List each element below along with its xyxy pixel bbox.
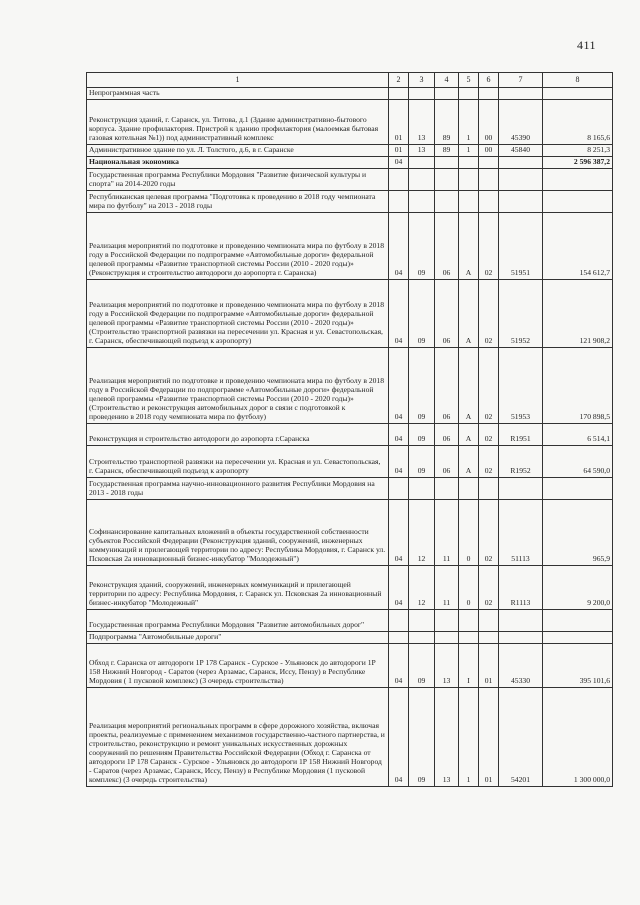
column-header: 4: [435, 73, 459, 88]
subsection-code-cell: 09: [409, 423, 435, 445]
subprogram-code-cell: [459, 156, 479, 168]
direction-code-cell: R1951: [499, 423, 543, 445]
amount-cell: 64 590,0: [543, 445, 613, 477]
section-code-cell: 04: [389, 347, 409, 423]
row-name-cell: Реализация мероприятий по подготовке и проведению чемпионата мира по футболу в 2018 году в Российской Федерации по подпрограмме «Автомобильные дороги» федеральной целевой программы «Развитие транспортной системы России (2010 - 2020 годы)» (Строительство и реконструкция автомобильных дорог в связи с подготовкой к проведению в 2018 году чемпионата мира по футболу): [87, 347, 389, 423]
subsection-code-cell: [409, 477, 435, 499]
row-name-cell: Государственная программа Республики Мордовия "Развитие автомобильных дорог": [87, 609, 389, 631]
direction-code-cell: [499, 156, 543, 168]
amount-cell: [543, 631, 613, 643]
activity-code-cell: [479, 190, 499, 212]
activity-code-cell: 02: [479, 347, 499, 423]
section-code-cell: [389, 168, 409, 190]
section-code-cell: 04: [389, 212, 409, 279]
activity-code-cell: 02: [479, 499, 499, 565]
row-name-cell: Софинансирование капитальных вложений в объекты государственной собственности субъектов Российской Федерации (Реконструкция зданий, сооружений, инженерных коммуникаций и прилегающей территории по адресу: Республика Мордовия, г. Саранск ул. Псковская 2а инновационный бизнес-инкубатор "Молодежный"): [87, 499, 389, 565]
table-row: [87, 279, 613, 347]
amount-cell: 154 612,7: [543, 212, 613, 279]
subsection-code-cell: 09: [409, 445, 435, 477]
program-code-cell: 13: [435, 643, 459, 687]
table-row: [87, 687, 613, 786]
section-code-cell: [389, 88, 409, 100]
table-row: [87, 609, 613, 631]
direction-code-cell: [499, 609, 543, 631]
activity-code-cell: [479, 609, 499, 631]
table-row: [87, 168, 613, 190]
subprogram-code-cell: А: [459, 423, 479, 445]
column-header: 5: [459, 73, 479, 88]
subprogram-code-cell: А: [459, 445, 479, 477]
program-code-cell: 06: [435, 423, 459, 445]
section-code-cell: 04: [389, 643, 409, 687]
program-code-cell: [435, 88, 459, 100]
table-row: [87, 499, 613, 565]
program-code-cell: 06: [435, 347, 459, 423]
section-code-cell: 04: [389, 565, 409, 609]
activity-code-cell: 00: [479, 144, 499, 156]
direction-code-cell: R1113: [499, 565, 543, 609]
budget-table: [86, 72, 613, 787]
row-name-cell: Административное здание по ул. Л. Толстого, д.6, в г. Саранске: [87, 144, 389, 156]
row-name-cell: Непрограммная часть: [87, 88, 389, 100]
subsection-code-cell: [409, 88, 435, 100]
section-code-cell: 04: [389, 279, 409, 347]
direction-code-cell: 51113: [499, 499, 543, 565]
amount-cell: [543, 88, 613, 100]
column-header: 6: [479, 73, 499, 88]
row-name-cell: Подпрограмма "Автомобильные дороги": [87, 631, 389, 643]
section-code-cell: 04: [389, 445, 409, 477]
subsection-code-cell: 09: [409, 212, 435, 279]
direction-code-cell: 51951: [499, 212, 543, 279]
table-row: [87, 347, 613, 423]
table-row: [87, 423, 613, 445]
table-row: [87, 144, 613, 156]
subsection-code-cell: 09: [409, 347, 435, 423]
program-code-cell: 06: [435, 212, 459, 279]
subsection-code-cell: 09: [409, 279, 435, 347]
activity-code-cell: [479, 156, 499, 168]
direction-code-cell: [499, 88, 543, 100]
column-header: 2: [389, 73, 409, 88]
program-code-cell: [435, 631, 459, 643]
amount-cell: [543, 190, 613, 212]
subsection-code-cell: 12: [409, 565, 435, 609]
program-code-cell: [435, 477, 459, 499]
subprogram-code-cell: I: [459, 643, 479, 687]
subprogram-code-cell: [459, 168, 479, 190]
column-header: 3: [409, 73, 435, 88]
direction-code-cell: R1952: [499, 445, 543, 477]
direction-code-cell: 51952: [499, 279, 543, 347]
section-code-cell: 01: [389, 99, 409, 144]
amount-cell: 9 200,0: [543, 565, 613, 609]
subsection-code-cell: [409, 631, 435, 643]
table-row: [87, 88, 613, 100]
activity-code-cell: [479, 168, 499, 190]
section-code-cell: 04: [389, 156, 409, 168]
section-code-cell: 04: [389, 499, 409, 565]
program-code-cell: [435, 190, 459, 212]
program-code-cell: [435, 168, 459, 190]
row-name-cell: Строительство транспортной развязки на пересечении ул. Красная и ул. Севастопольская, г. Саранск, обеспечивающей подъезд к аэропорту: [87, 445, 389, 477]
program-code-cell: 06: [435, 279, 459, 347]
table-row: [87, 99, 613, 144]
amount-cell: [543, 168, 613, 190]
row-name-cell: Реконструкция и строительство автодороги до аэропорта г.Саранска: [87, 423, 389, 445]
section-code-cell: [389, 609, 409, 631]
section-code-cell: 04: [389, 687, 409, 786]
activity-code-cell: [479, 477, 499, 499]
row-name-cell: Реализация мероприятий региональных программ в сфере дорожного хозяйства, включая проекты, реализуемые с применением механизмов государственно-частного партнерства, и строительство, реконструкцию и ремонт уникальных искусственных дорожных сооружений по решениям Правительства Российской Федерации (Обход г. Саранска от автодороги 1Р 178 Саранск - Сурское - Ульяновск до автодороги 1Р 158 Нижний Новгород - Саратов (через Арзамас, Саранск, Иссу, Пензу) в Республике Мордовия (1 пусковой комплекс) (3 очередь строительства): [87, 687, 389, 786]
amount-cell: 1 300 000,0: [543, 687, 613, 786]
table-row: [87, 212, 613, 279]
table-row: [87, 445, 613, 477]
table-row: [87, 565, 613, 609]
activity-code-cell: 02: [479, 423, 499, 445]
subprogram-code-cell: 1: [459, 687, 479, 786]
program-code-cell: 13: [435, 687, 459, 786]
row-name-cell: Республиканская целевая программа "Подготовка к проведению в 2018 году чемпионата мира по футболу" на 2013 - 2018 годы: [87, 190, 389, 212]
amount-cell: [543, 477, 613, 499]
table-row: [87, 156, 613, 168]
subsection-code-cell: 13: [409, 144, 435, 156]
direction-code-cell: [499, 190, 543, 212]
activity-code-cell: 02: [479, 279, 499, 347]
program-code-cell: 06: [435, 445, 459, 477]
table-row: [87, 643, 613, 687]
direction-code-cell: [499, 168, 543, 190]
subsection-code-cell: 09: [409, 687, 435, 786]
amount-cell: 2 596 387,2: [543, 156, 613, 168]
amount-cell: 965,9: [543, 499, 613, 565]
direction-code-cell: 45390: [499, 99, 543, 144]
program-code-cell: 11: [435, 499, 459, 565]
direction-code-cell: 54201: [499, 687, 543, 786]
subprogram-code-cell: 1: [459, 99, 479, 144]
amount-cell: 6 514,1: [543, 423, 613, 445]
subprogram-code-cell: [459, 477, 479, 499]
table-row: [87, 631, 613, 643]
amount-cell: 8 251,3: [543, 144, 613, 156]
activity-code-cell: 02: [479, 212, 499, 279]
page-number: 411: [576, 38, 596, 52]
amount-cell: 121 908,2: [543, 279, 613, 347]
subsection-code-cell: 13: [409, 99, 435, 144]
amount-cell: [543, 609, 613, 631]
amount-cell: 8 165,6: [543, 99, 613, 144]
row-name-cell: Реконструкция зданий, сооружений, инженерных коммуникаций и прилегающей территории по адресу: Республика Мордовия, г. Саранск ул. Псковская 2а инновационный бизнес-инкубатор "Молодежный": [87, 565, 389, 609]
subsection-code-cell: [409, 156, 435, 168]
subprogram-code-cell: [459, 631, 479, 643]
subsection-code-cell: [409, 609, 435, 631]
activity-code-cell: 00: [479, 99, 499, 144]
program-code-cell: 89: [435, 99, 459, 144]
subsection-code-cell: 09: [409, 643, 435, 687]
subprogram-code-cell: [459, 190, 479, 212]
subprogram-code-cell: А: [459, 279, 479, 347]
table-row: [87, 190, 613, 212]
column-header: 7: [499, 73, 543, 88]
program-code-cell: [435, 156, 459, 168]
row-name-cell: Реализация мероприятий по подготовке и проведению чемпионата мира по футболу в 2018 году в Российской Федерации по подпрограмме «Автомобильные дороги» федеральной целевой программы «Развитие транспортной системы России (2010 - 2020 годы)» (Реконструкция и строительство автодороги до аэропорта г. Саранска): [87, 212, 389, 279]
table-row: [87, 477, 613, 499]
direction-code-cell: 45330: [499, 643, 543, 687]
activity-code-cell: 01: [479, 643, 499, 687]
section-code-cell: 04: [389, 423, 409, 445]
subsection-code-cell: [409, 168, 435, 190]
subprogram-code-cell: [459, 88, 479, 100]
subsection-code-cell: 12: [409, 499, 435, 565]
direction-code-cell: 45840: [499, 144, 543, 156]
column-header: 1: [87, 73, 389, 88]
section-code-cell: [389, 477, 409, 499]
section-code-cell: [389, 631, 409, 643]
row-name-cell: Государственная программа Республики Мордовия "Развитие физической культуры и спорта" на 2014-2020 годы: [87, 168, 389, 190]
subsection-code-cell: [409, 190, 435, 212]
activity-code-cell: [479, 88, 499, 100]
activity-code-cell: 02: [479, 445, 499, 477]
header-row: [87, 73, 613, 88]
row-name-cell: Государственная программа научно-инновационного развития Республики Мордовия на 2013 - 2018 годы: [87, 477, 389, 499]
row-name-cell: Обход г. Саранска от автодороги 1Р 178 Саранск - Сурское - Ульяновск до автодороги 1Р 158 Нижний Новгород - Саратов (через Арзамас, Саранск, Иссу, Пензу) в Республике Мордовия ( 1 пусковой комплекс) (3 очередь строительства): [87, 643, 389, 687]
direction-code-cell: [499, 477, 543, 499]
subprogram-code-cell: 1: [459, 144, 479, 156]
row-name-cell: Реконструкция зданий, г. Саранск, ул. Титова, д.1 (Здание административно-бытового корпуса. Здание профилактория. Пристрой к зданию профилактория (малоемкая бытовая газовая котельная №1)) под административный комплекс: [87, 99, 389, 144]
program-code-cell: 89: [435, 144, 459, 156]
activity-code-cell: [479, 631, 499, 643]
activity-code-cell: 02: [479, 565, 499, 609]
subprogram-code-cell: 0: [459, 565, 479, 609]
section-code-cell: 01: [389, 144, 409, 156]
direction-code-cell: 51953: [499, 347, 543, 423]
activity-code-cell: 01: [479, 687, 499, 786]
amount-cell: 395 101,6: [543, 643, 613, 687]
subprogram-code-cell: [459, 609, 479, 631]
amount-cell: 170 898,5: [543, 347, 613, 423]
program-code-cell: 11: [435, 565, 459, 609]
subprogram-code-cell: 0: [459, 499, 479, 565]
row-name-cell: Национальная экономика: [87, 156, 389, 168]
column-header: 8: [543, 73, 613, 88]
subprogram-code-cell: А: [459, 347, 479, 423]
direction-code-cell: [499, 631, 543, 643]
row-name-cell: Реализация мероприятий по подготовке и проведению чемпионата мира по футболу в 2018 году в Российской Федерации по подпрограмме «Автомобильные дороги» федеральной целевой программы «Развитие транспортной системы России (2010 - 2020 годы)» (Строительство транспортной развязки на пересечении ул. Красная и ул. Севастопольская, г. Саранск, обеспечивающей подъезд к аэропорту): [87, 279, 389, 347]
subprogram-code-cell: А: [459, 212, 479, 279]
program-code-cell: [435, 609, 459, 631]
section-code-cell: [389, 190, 409, 212]
